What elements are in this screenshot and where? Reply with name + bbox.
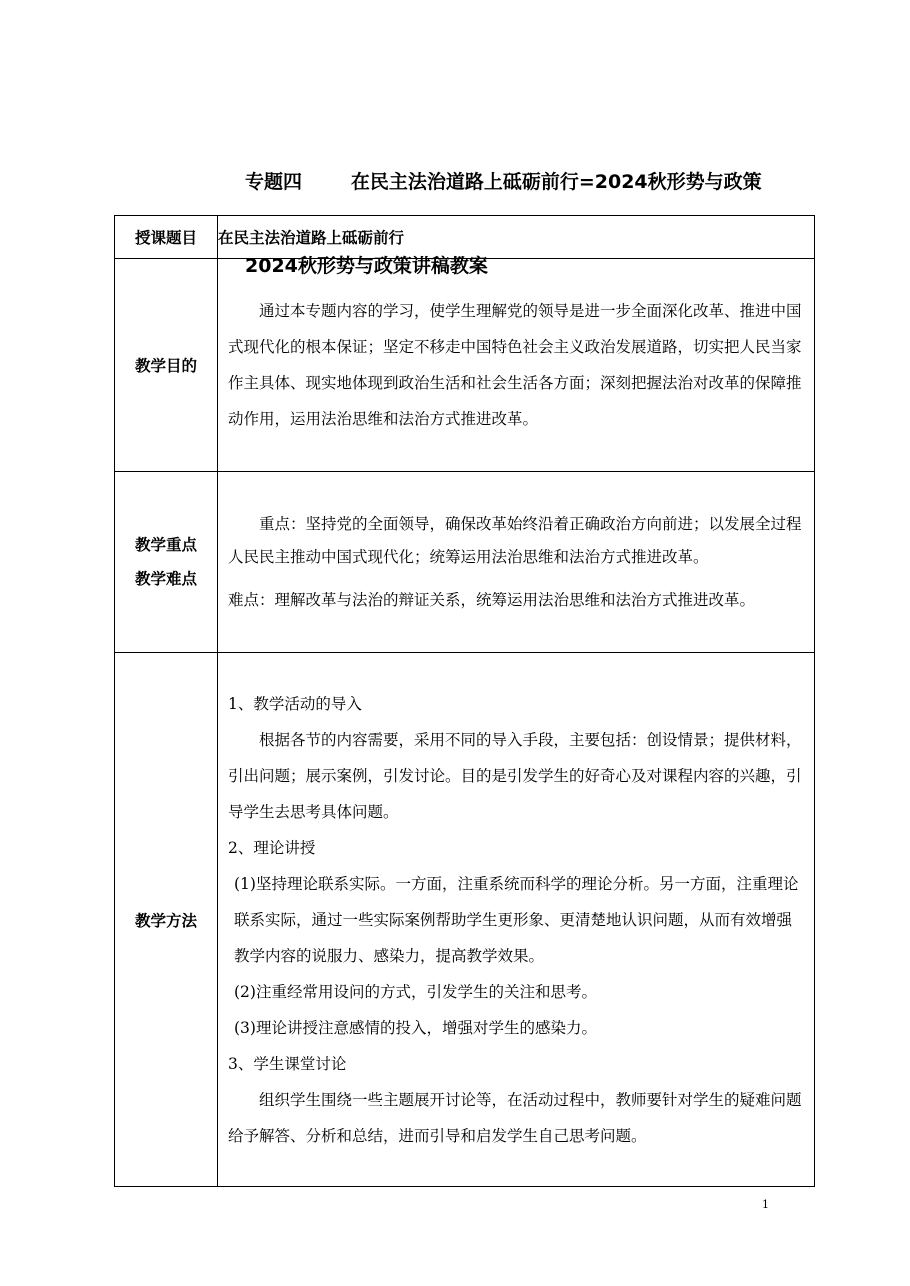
method-paragraph-1: 根据各节的内容需要，采用不同的导入手段，主要包括：创设情景；提供材料，引出问题；展示案例，引发讨论。目的是引发学生的好奇心及对课程内容的兴趣，引导学生去思考具体问题。 xyxy=(228,730,802,821)
method-item-1: (1)坚持理论联系实际。一方面，注重系统而科学的理论分析。另一方面，注重理论联系实际，通过一些实际案例帮助学生更形象、更清楚地认识问题，从而有效增强教学内容的说服力、感染力，提高教学效果。 xyxy=(234,874,799,965)
key-difficulty-label-cell xyxy=(115,472,218,653)
table-row xyxy=(115,216,815,259)
difficulty-label: 教学难点 xyxy=(134,570,197,588)
objective-text: 通过本专题内容的学习，使学生理解党的领导是进一步全面深化改革、推进中国式现代化的根本保证；坚定不移走中国特色社会主义政治发展道路，切实把人民当家作主具体、现实地体现到政治生活和社会生活各方面；深刻把握法治对改革的保障推动作用，运用法治思维和法治方式推进改革。 xyxy=(228,302,802,428)
key-difficulty-cell xyxy=(218,472,815,653)
method-item-2: (2)注重经常用设问的方式，引发学生的关注和思考。 xyxy=(234,982,597,1001)
objective-label: 教学目的 xyxy=(115,259,218,472)
method-paragraph-3: 组织学生围绕一些主题展开讨论等，在活动过程中，教师要针对学生的疑难问题给予解答、分析和总结，进而引导和启发学生自己思考问题。 xyxy=(228,1090,802,1145)
title-line-1: 专题四 在民主法治道路上砥砺前行=2024秋形势与政策 xyxy=(245,171,762,193)
table-row xyxy=(115,259,815,472)
subject-value: 在民主法治道路上砥砺前行 xyxy=(218,216,815,259)
method-cell xyxy=(218,653,815,1187)
method-label: 教学方法 xyxy=(115,653,218,1187)
method-heading-1: 1、教学活动的导入 xyxy=(228,694,362,713)
method-heading-2: 2、理论讲授 xyxy=(228,838,316,857)
method-heading-3: 3、学生课堂讨论 xyxy=(228,1054,347,1073)
method-item-3: (3)理论讲授注意感情的投入，增强对学生的感染力。 xyxy=(234,1018,597,1037)
key-points-text: 重点：坚持党的全面领导，确保改革始终沿着正确政治方向前进；以发展全过程人民民主推动中国式现代化；统筹运用法治思维和法治方式推进改革。 xyxy=(228,514,802,566)
key-points-label: 教学重点 xyxy=(134,536,197,554)
objective-cell xyxy=(218,259,815,472)
title-line-2: 2024秋形势与政策讲稿教案 xyxy=(245,255,488,277)
table-row xyxy=(115,472,815,653)
lesson-plan-table xyxy=(114,215,815,1187)
subject-label: 授课题目 xyxy=(115,216,218,259)
table-row xyxy=(115,653,815,1187)
page-number: 1 xyxy=(762,1198,769,1211)
difficulty-text: 难点：理解改革与法治的辩证关系，统筹运用法治思维和法治方式推进改革。 xyxy=(228,590,756,609)
